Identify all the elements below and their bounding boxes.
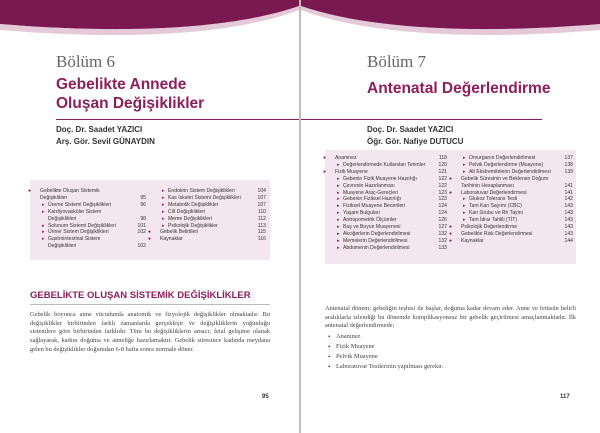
toc-entry-page: 116 [257,236,266,243]
toc-bullet-icon: ▸ [337,175,340,182]
toc-bullet-icon: ● [148,236,152,243]
list-item-text: Pelvik Muayene [336,353,378,360]
title-rule [56,119,299,120]
toc-bullet-icon: ▸ [463,168,466,175]
list-item [328,342,576,352]
toc-entry [449,189,573,197]
toc-entry-label: Üriner Sistem Değişiklikleri [48,229,109,236]
body-paragraph: Antenatal dönem; gebeliğin teşhisi ile başlar, doğuma kadar devam eder. Anne ve fetüsün belirli aralıklarla izlendiği bu dönemde komplikasyonsuz bir gebelik geçirilmesi amaçlanmaktadır. İlk antenatal değerlendirmede; [325,305,576,330]
toc-entry [455,162,573,169]
toc-entry-page: 143 [564,210,573,217]
toc-entry-label: Akciğerlerin Değerlendirilmesi [343,230,411,237]
toc-entry-label: Baş ve Boyun Muayenesi [343,224,401,231]
toc-entry [455,203,573,210]
toc-bullet-icon: ▸ [337,224,340,231]
toc-entry-label: Metabolik Değişiklikler [168,201,219,208]
toc-entry [455,196,573,203]
toc-entry [449,175,573,190]
bullet-icon: • [328,353,331,361]
toc-bullet-icon: ▸ [337,189,340,196]
toc-entry-page: 98 [140,215,146,222]
toc-entry [329,224,447,231]
toc-entry-label: Kas İskelet Sistemi Değişiklikleri [168,194,241,201]
toc-entry-label: Alt Ekstremitelerin Değerlendirilmesi [469,168,551,175]
toc-entry-label: Kardiyovasküler Sistem Değişiklikleri [48,208,102,222]
toc-bullet-icon: ▸ [337,237,340,244]
toc-entry [154,202,266,209]
toc-entry-label: Kan Grubu ve Rh Tayini [469,210,523,217]
toc-entry-label: Solunum Sistemi Değişiklikleri [48,222,116,229]
toc-entry-page: 138 [564,161,573,168]
list-item [328,362,576,372]
toc-entry-label: Üreme Sistemi Değişiklikleri [48,201,112,208]
list-item [328,332,576,342]
toc-entry-page: 143 [564,224,573,231]
toc-entry-label: Tam Kan Sayımı (CBC) [469,203,522,210]
table-of-contents [325,150,576,264]
toc-entry [455,217,573,224]
toc-bullet-icon: ▸ [162,188,165,194]
toc-bullet-icon: ▸ [463,203,466,210]
toc-entry-label: Gebelikte Oluşan Sistemik Değişiklikler [40,188,100,201]
bullet-icon: • [328,343,331,351]
toc-entry [154,223,266,230]
toc-entry-label: Kaynaklar [160,236,183,243]
toc-entry-page: 141 [564,182,573,189]
bullet-icon: • [328,333,331,341]
toc-entry-page: 102 [137,243,146,250]
toc-entry-label: Gebelikte Risk Değerlendirmesi [461,230,533,237]
chapter-number: Bölüm 6 [56,52,116,71]
toc-column [323,155,447,252]
toc-entry-label: Kaynaklar [461,237,484,244]
list-item [328,352,576,362]
toc-entry-page: 143 [564,230,573,237]
toc-entry [34,209,146,223]
toc-entry [323,155,447,162]
toc-entry [34,202,146,209]
list-item-text: Anamnez [336,333,361,340]
right-page [301,0,600,433]
author: Öğr. Gör. Nafiye DUTUCU [367,137,464,146]
toc-entry-page: 137 [564,155,573,161]
bullet-icon: • [328,363,331,371]
toc-entry [329,183,447,190]
toc-bullet-icon: ▸ [463,196,466,203]
toc-bullet-icon: ▸ [463,155,466,161]
toc-entry [28,188,146,202]
toc-bullet-icon: ▸ [337,203,340,210]
toc-bullet-icon: ▸ [463,210,466,217]
toc-entry-label: Fizik Muayene [335,168,368,175]
toc-entry-label: Omurganın Değerlendirilmesi [469,155,536,161]
toc-entry [449,224,573,231]
toc-bullet-icon: ▸ [337,210,340,217]
toc-entry-page: 121 [438,168,447,175]
toc-entry-page: 122 [438,175,447,182]
toc-bullet-icon: ● [323,155,327,161]
toc-entry-page: 107 [257,194,266,201]
toc-entry-label: Gebenin Fizik Muayene Hazırlığı [343,175,417,182]
toc-bullet-icon: ▸ [463,161,466,168]
toc-entry-page: 101 [137,222,146,229]
toc-entry [34,229,146,236]
toc-bullet-icon: ● [323,168,327,175]
toc-bullet-icon: ▸ [42,236,45,243]
toc-bullet-icon: ▸ [337,182,340,189]
toc-bullet-icon: ▸ [42,229,45,236]
toc-entry-label: Muayene Araç-Gereçleri [343,189,398,196]
toc-entry-label: Gebenin Fiziksel Hazırlığı [343,196,402,203]
toc-entry [329,162,447,169]
toc-entry-page: 139 [564,168,573,175]
toc-entry [329,190,447,197]
toc-column [449,155,573,245]
toc-entry [329,196,447,203]
toc-bullet-icon: ▸ [162,208,165,215]
toc-entry [154,195,266,202]
toc-entry-page: 143 [564,217,573,224]
toc-bullet-icon: ▸ [337,230,340,237]
toc-entry-label: Psikolojik Değerlendirme [461,224,518,231]
table-of-contents [30,180,270,260]
toc-entry [148,236,266,243]
toc-bullet-icon: ▸ [463,217,466,224]
toc-entry [154,188,266,195]
page-number: 117 [560,394,570,400]
toc-entry-page: 123 [438,189,447,196]
section-heading: GEBELİKTE OLUŞAN SİSTEMİK DEĞİŞİKLİKLER [30,290,251,301]
chapter-title: Gebelikte Annede Oluşan Değişiklikler [56,76,205,112]
toc-entry [148,229,266,236]
toc-bullet-icon: ▸ [162,201,165,208]
toc-entry-label: Memelerin Değerlendirilmesi [343,237,408,244]
toc-entry [329,217,447,224]
toc-entry-page: 115 [257,229,266,236]
toc-bullet-icon: ▸ [337,161,340,168]
toc-entry-page: 118 [438,155,447,161]
toc-entry-page: 126 [438,217,447,224]
toc-entry-page: 95 [140,194,146,201]
toc-entry-label: Laboratuvar Değerlendirmesi [461,189,527,196]
toc-entry-page: 123 [438,196,447,203]
toc-entry-label: Anamnez [335,155,357,161]
toc-bullet-icon: ● [449,230,453,237]
chapter-banner [0,0,299,40]
toc-entry-label: Pelvik Değerlendirme (Muayene) [469,161,544,168]
toc-entry-page: 132 [438,230,447,237]
toc-entry-label: Gastrointestinal Sistem Değişiklikleri [48,236,101,250]
toc-bullet-icon: ▸ [337,244,340,251]
author: Doç. Dr. Saadet YAZICI [367,125,454,134]
author: Doç. Dr. Saadet YAZICI [56,125,143,134]
toc-entry-label: Fiziksel Muayene Becerileri [343,203,405,210]
toc-entry-page: 120 [438,161,447,168]
toc-entry [329,238,447,245]
toc-entry-label: Cilt Değişiklikleri [168,208,206,215]
toc-entry-page: 122 [438,182,447,189]
section-rule [30,304,270,305]
toc-entry [455,169,573,176]
toc-entry-page: 132 [438,237,447,244]
toc-entry-label: Gebelik Süresinin ve Beklenen Doğum Tarihinin Hesaplanması [461,175,549,189]
toc-entry [323,168,447,176]
toc-entry-page: 104 [257,188,266,194]
toc-entry-page: 102 [137,229,146,236]
toc-bullet-icon: ● [449,189,453,196]
toc-entry-page: 96 [140,201,146,208]
bullet-list [328,332,576,372]
toc-bullet-icon: ▸ [162,194,165,201]
toc-entry-page: 141 [564,189,573,196]
toc-entry-label: Değerlendirmede Kullanılan Terimler [343,161,426,168]
list-item-text: Laboratuvar Testlerinin yapılması gerekir. [336,363,444,370]
left-page [0,0,299,433]
toc-entry [455,155,573,162]
toc-entry-page: 110 [257,208,266,215]
toc-entry-page: 144 [564,237,573,244]
toc-entry-label: Çevrenin Hazırlanması [343,182,395,189]
toc-bullet-icon: ▸ [42,201,45,208]
chapter-title: Antenatal Değerlendirme [367,80,551,97]
toc-entry-page: 124 [438,210,447,217]
toc-bullet-icon: ● [449,224,453,231]
toc-entry-label: Glukoz Tolerans Testi [469,196,518,203]
toc-entry [154,209,266,216]
toc-entry-page: 107 [257,201,266,208]
chapter-number: Bölüm 7 [367,52,427,71]
toc-entry-page: 124 [438,203,447,210]
list-item-text: Fizik Muayene [336,343,375,350]
toc-entry-label: Tam İdrar Tahlili (TİT) [469,217,518,224]
toc-entry-page: 133 [438,244,447,251]
toc-entry-label: Meme Değişiklikleri [168,215,212,222]
toc-entry-page: 113 [257,222,266,229]
toc-bullet-icon: ▸ [162,222,165,229]
page-number: 95 [262,394,269,400]
toc-bullet-icon: ● [449,237,453,244]
author: Arş. Gör. Sevil GÜNAYDIN [56,137,155,146]
toc-entry-label: Abdomenin Değerlendirilmesi [343,244,410,251]
toc-bullet-icon: ▸ [337,196,340,203]
toc-entry-label: Psikolojik Değişiklikler [168,222,218,229]
toc-entry [449,230,573,238]
toc-entry [154,216,266,223]
toc-entry [449,237,573,245]
toc-entry [329,176,447,183]
toc-bullet-icon: ▸ [162,215,165,222]
toc-entry-page: 143 [564,203,573,210]
toc-bullet-icon: ● [28,188,32,194]
toc-entry-page: 142 [564,196,573,203]
toc-column [148,188,266,243]
toc-entry-page: 127 [438,224,447,231]
toc-column [28,188,146,250]
toc-entry [329,203,447,210]
author-list [367,124,463,148]
toc-entry-label: Gebelik Belirtileri [160,229,199,236]
toc-entry-label: Antropometrik Ölçümler [343,217,397,224]
toc-entry [329,231,447,238]
toc-bullet-icon: ● [148,229,152,236]
toc-bullet-icon: ▸ [42,222,45,229]
toc-entry-label: Endokrin Sistem Değişiklikleri [168,188,235,194]
author-list [56,124,155,148]
toc-entry [34,236,146,250]
body-paragraph: Gebelik boyunca anne vücudunda anatomik ve fizyolojik değişiklikler olmaktadır. Bu değişiklikler birbirinden farklı zamanlarda gerçekleşir ve değişikliklerin yoğunluğu sistemlere göre birbirinden farklıdır. Tüm bu değişikliklerin amacı; fetal gelişime olanak sağlayarak, kadını doğuma ve anneliğe hazırlamaktır. Gebelik süresince kadında meydana gelen bu değişiklikler doğumdan 6-8 hafta sonra normale döner. [30,311,270,353]
chapter-banner [301,0,600,40]
toc-entry-page: 112 [257,215,266,222]
title-rule [301,119,542,120]
toc-entry-label: Yaşam Bulguları [343,210,380,217]
toc-bullet-icon: ● [449,175,453,182]
toc-bullet-icon: ▸ [337,217,340,224]
toc-entry [329,245,447,252]
toc-bullet-icon: ▸ [42,208,45,215]
